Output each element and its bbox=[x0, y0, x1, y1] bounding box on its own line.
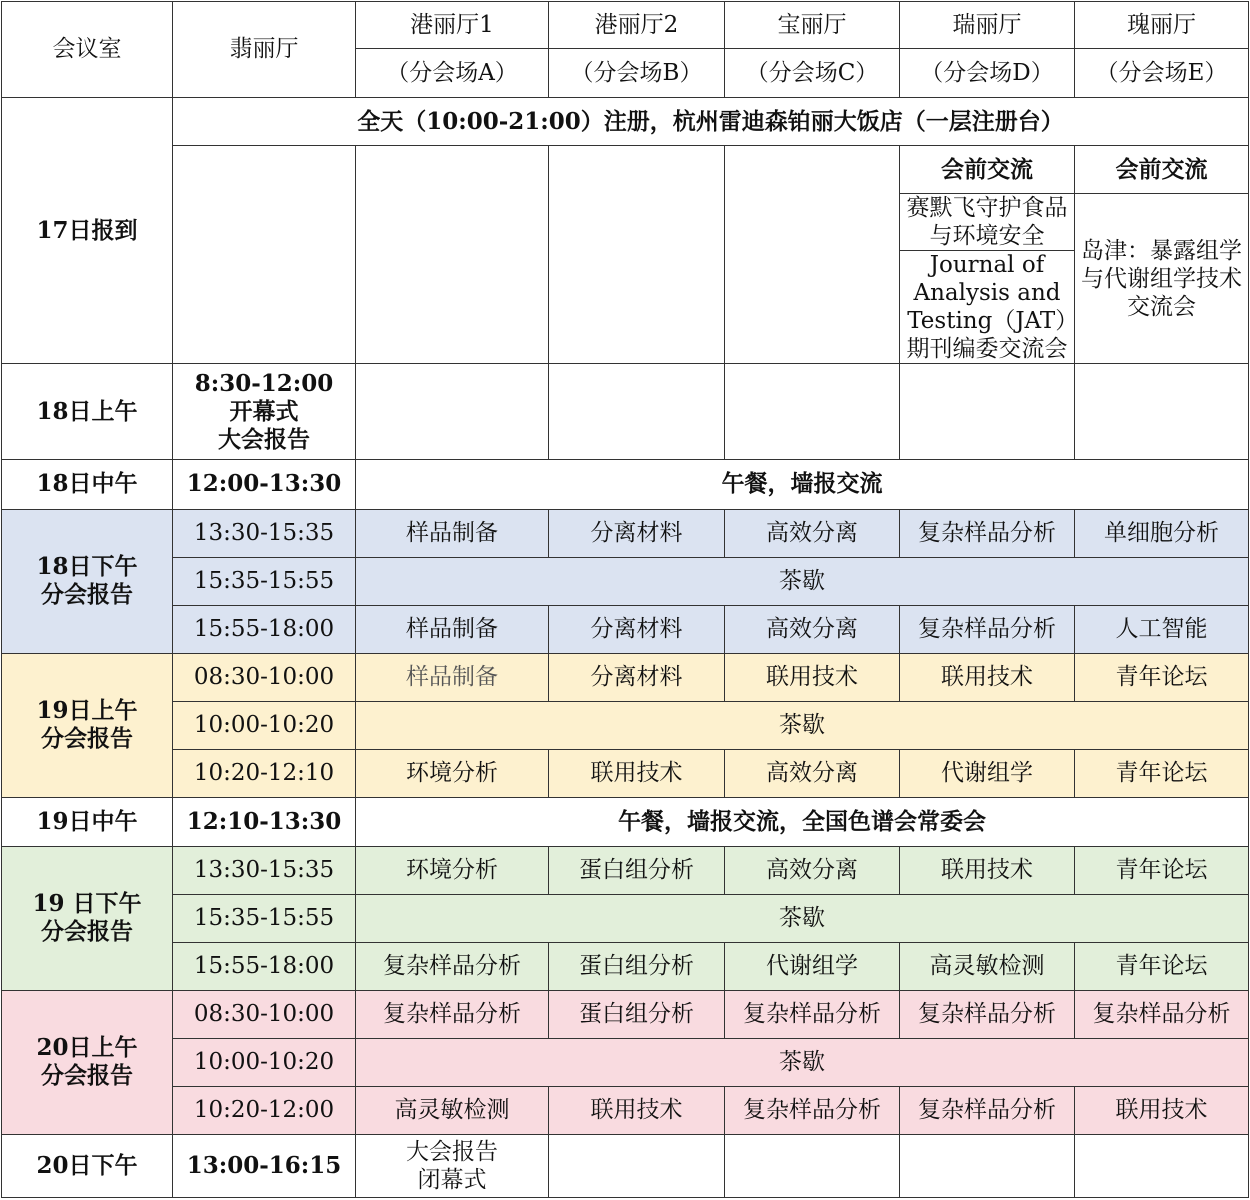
empty-cell bbox=[1075, 364, 1249, 460]
opening-time: 8:30-12:00 bbox=[194, 369, 334, 397]
day18-noon-time: 12:00-13:30 bbox=[173, 460, 356, 509]
closing-line2: 闭幕式 bbox=[417, 1166, 487, 1193]
room-label-cell: 会议室 bbox=[2, 2, 173, 98]
session-cell: 代谢组学 bbox=[900, 749, 1075, 797]
session-cell: 复杂样品分析 bbox=[900, 990, 1075, 1038]
session-cell: 青年论坛 bbox=[1075, 942, 1249, 990]
day19-pm-label: 19 日下午 分会报告 bbox=[2, 846, 173, 990]
closing-line1: 大会报告 bbox=[406, 1138, 498, 1165]
empty-cell bbox=[1075, 1134, 1249, 1197]
header-row bbox=[2, 2, 1249, 49]
day19-pm-slot1-row bbox=[2, 846, 1249, 894]
day19-am-slot1-row bbox=[2, 653, 1249, 701]
hall-d-venue: （分会场D） bbox=[900, 49, 1075, 98]
empty-cell bbox=[173, 146, 356, 364]
session-cell: 青年论坛 bbox=[1075, 653, 1249, 701]
day17-pre-title-row bbox=[2, 146, 1249, 194]
session-cell: 代谢组学 bbox=[725, 942, 900, 990]
session-cell: 分离材料 bbox=[549, 605, 725, 653]
day18-am-row bbox=[2, 364, 1249, 460]
session-cell: 人工智能 bbox=[1075, 605, 1249, 653]
day18-pm-slot1-row bbox=[2, 509, 1249, 557]
day19-pm-slot2-row bbox=[2, 942, 1249, 990]
tea-break-cell: 茶歇 bbox=[356, 894, 1249, 942]
session-cell: 联用技术 bbox=[1075, 1086, 1249, 1134]
pre-meeting-title-d: 会前交流 bbox=[900, 146, 1075, 194]
session-cell: 复杂样品分析 bbox=[356, 990, 549, 1038]
session-cell: 复杂样品分析 bbox=[900, 1086, 1075, 1134]
registration-notice: 全天（10:00-21:00）注册，杭州雷迪森铂丽大饭店（一层注册台） bbox=[173, 98, 1249, 146]
session-cell: 单细胞分析 bbox=[1075, 509, 1249, 557]
empty-cell bbox=[549, 1134, 725, 1197]
session-cell: 分离材料 bbox=[549, 509, 725, 557]
day19-pm-break-row bbox=[2, 894, 1249, 942]
hall-a-name: 港丽厅1 bbox=[356, 2, 549, 49]
time-cell: 15:35-15:55 bbox=[173, 557, 356, 605]
empty-cell bbox=[900, 1134, 1075, 1197]
session-cell: 联用技术 bbox=[725, 653, 900, 701]
empty-cell bbox=[725, 1134, 900, 1197]
day20-am-break-row bbox=[2, 1038, 1249, 1086]
day20-am-label: 20日上午 分会报告 bbox=[2, 990, 173, 1134]
time-cell: 10:00-10:20 bbox=[173, 701, 356, 749]
hall-e-venue: （分会场E） bbox=[1075, 49, 1249, 98]
session-cell: 高效分离 bbox=[725, 605, 900, 653]
session-cell: 样品制备 bbox=[356, 509, 549, 557]
pre-meeting-thermo: 赛默飞守护食品与环境安全 bbox=[900, 194, 1075, 251]
tea-break-cell: 茶歇 bbox=[356, 701, 1249, 749]
session-cell: 复杂样品分析 bbox=[900, 509, 1075, 557]
tea-break-cell: 茶歇 bbox=[356, 557, 1249, 605]
day19-noon-row bbox=[2, 797, 1249, 846]
session-cell: 高效分离 bbox=[725, 846, 900, 894]
session-cell: 复杂样品分析 bbox=[725, 990, 900, 1038]
opening-line2: 大会报告 bbox=[218, 425, 310, 453]
empty-cell bbox=[549, 364, 725, 460]
day18-pm-slot2-row bbox=[2, 605, 1249, 653]
session-cell: 蛋白组分析 bbox=[549, 942, 725, 990]
time-cell: 15:35-15:55 bbox=[173, 894, 356, 942]
day19-am-break-row bbox=[2, 701, 1249, 749]
pre-meeting-title-e: 会前交流 bbox=[1075, 146, 1249, 194]
time-cell: 15:55-18:00 bbox=[173, 605, 356, 653]
time-cell: 10:00-10:20 bbox=[173, 1038, 356, 1086]
day18-noon-label: 18日中午 bbox=[2, 460, 173, 509]
hall-b-name: 港丽厅2 bbox=[549, 2, 725, 49]
session-cell: 青年论坛 bbox=[1075, 749, 1249, 797]
empty-cell bbox=[725, 146, 900, 364]
pre-meeting-shimadzu: 岛津：暴露组学与代谢组学技术交流会 bbox=[1075, 194, 1249, 364]
session-cell: 环境分析 bbox=[356, 846, 549, 894]
time-cell: 10:20-12:10 bbox=[173, 749, 356, 797]
session-cell: 联用技术 bbox=[549, 749, 725, 797]
day18-pm-break-row bbox=[2, 557, 1249, 605]
day18-am-label: 18日上午 bbox=[2, 364, 173, 460]
closing-ceremony-cell bbox=[356, 1134, 549, 1197]
empty-cell bbox=[356, 364, 549, 460]
day18-pm-label: 18日下午 分会报告 bbox=[2, 509, 173, 653]
main-hall-header: 翡丽厅 bbox=[173, 2, 356, 98]
session-cell: 青年论坛 bbox=[1075, 846, 1249, 894]
day19-am-slot2-row bbox=[2, 749, 1249, 797]
empty-cell bbox=[356, 146, 549, 364]
hall-c-name: 宝丽厅 bbox=[725, 2, 900, 49]
time-cell: 08:30-10:00 bbox=[173, 653, 356, 701]
session-cell: 复杂样品分析 bbox=[725, 1086, 900, 1134]
time-cell: 13:30-15:35 bbox=[173, 846, 356, 894]
session-cell: 复杂样品分析 bbox=[900, 605, 1075, 653]
hall-b-venue: （分会场B） bbox=[549, 49, 725, 98]
day19-am-label: 19日上午 分会报告 bbox=[2, 653, 173, 797]
time-cell: 08:30-10:00 bbox=[173, 990, 356, 1038]
day19-noon-time: 12:10-13:30 bbox=[173, 797, 356, 846]
session-cell: 分离材料 bbox=[549, 653, 725, 701]
time-cell: 15:55-18:00 bbox=[173, 942, 356, 990]
schedule-table bbox=[1, 1, 1249, 1198]
day18-noon-event: 午餐，墙报交流 bbox=[356, 460, 1249, 509]
hall-c-venue: （分会场C） bbox=[725, 49, 900, 98]
opening-line1: 开幕式 bbox=[229, 397, 299, 425]
day19-noon-label: 19日中午 bbox=[2, 797, 173, 846]
session-cell: 高灵敏检测 bbox=[900, 942, 1075, 990]
session-cell: 复杂样品分析 bbox=[356, 942, 549, 990]
pre-meeting-jat: Journal of Analysis and Testing（JAT）期刊编委交流会 bbox=[900, 251, 1075, 364]
opening-ceremony-cell bbox=[173, 364, 356, 460]
day18-noon-row bbox=[2, 460, 1249, 509]
session-cell: 联用技术 bbox=[900, 846, 1075, 894]
session-cell: 环境分析 bbox=[356, 749, 549, 797]
day20-pm-label: 20日下午 bbox=[2, 1134, 173, 1197]
hall-d-name: 瑞丽厅 bbox=[900, 2, 1075, 49]
session-cell: 高效分离 bbox=[725, 509, 900, 557]
session-cell: 联用技术 bbox=[549, 1086, 725, 1134]
hall-a-venue: （分会场A） bbox=[356, 49, 549, 98]
session-cell: 高灵敏检测 bbox=[356, 1086, 549, 1134]
day20-am-slot1-row bbox=[2, 990, 1249, 1038]
empty-cell bbox=[549, 146, 725, 364]
day20-am-slot2-row bbox=[2, 1086, 1249, 1134]
day17-label: 17日报到 bbox=[2, 98, 173, 364]
session-cell: 蛋白组分析 bbox=[549, 846, 725, 894]
hall-e-name: 瑰丽厅 bbox=[1075, 2, 1249, 49]
empty-cell bbox=[725, 364, 900, 460]
session-cell: 复杂样品分析 bbox=[1075, 990, 1249, 1038]
day20-pm-time: 13:00-16:15 bbox=[173, 1134, 356, 1197]
time-cell: 10:20-12:00 bbox=[173, 1086, 356, 1134]
session-cell: 样品制备 bbox=[356, 653, 549, 701]
day20-pm-row bbox=[2, 1134, 1249, 1197]
empty-cell bbox=[900, 364, 1075, 460]
session-cell: 高效分离 bbox=[725, 749, 900, 797]
session-cell: 联用技术 bbox=[900, 653, 1075, 701]
tea-break-cell: 茶歇 bbox=[356, 1038, 1249, 1086]
session-cell: 样品制备 bbox=[356, 605, 549, 653]
day19-noon-event: 午餐，墙报交流，全国色谱会常委会 bbox=[356, 797, 1249, 846]
day17-registration-row bbox=[2, 98, 1249, 146]
time-cell: 13:30-15:35 bbox=[173, 509, 356, 557]
session-cell: 蛋白组分析 bbox=[549, 990, 725, 1038]
